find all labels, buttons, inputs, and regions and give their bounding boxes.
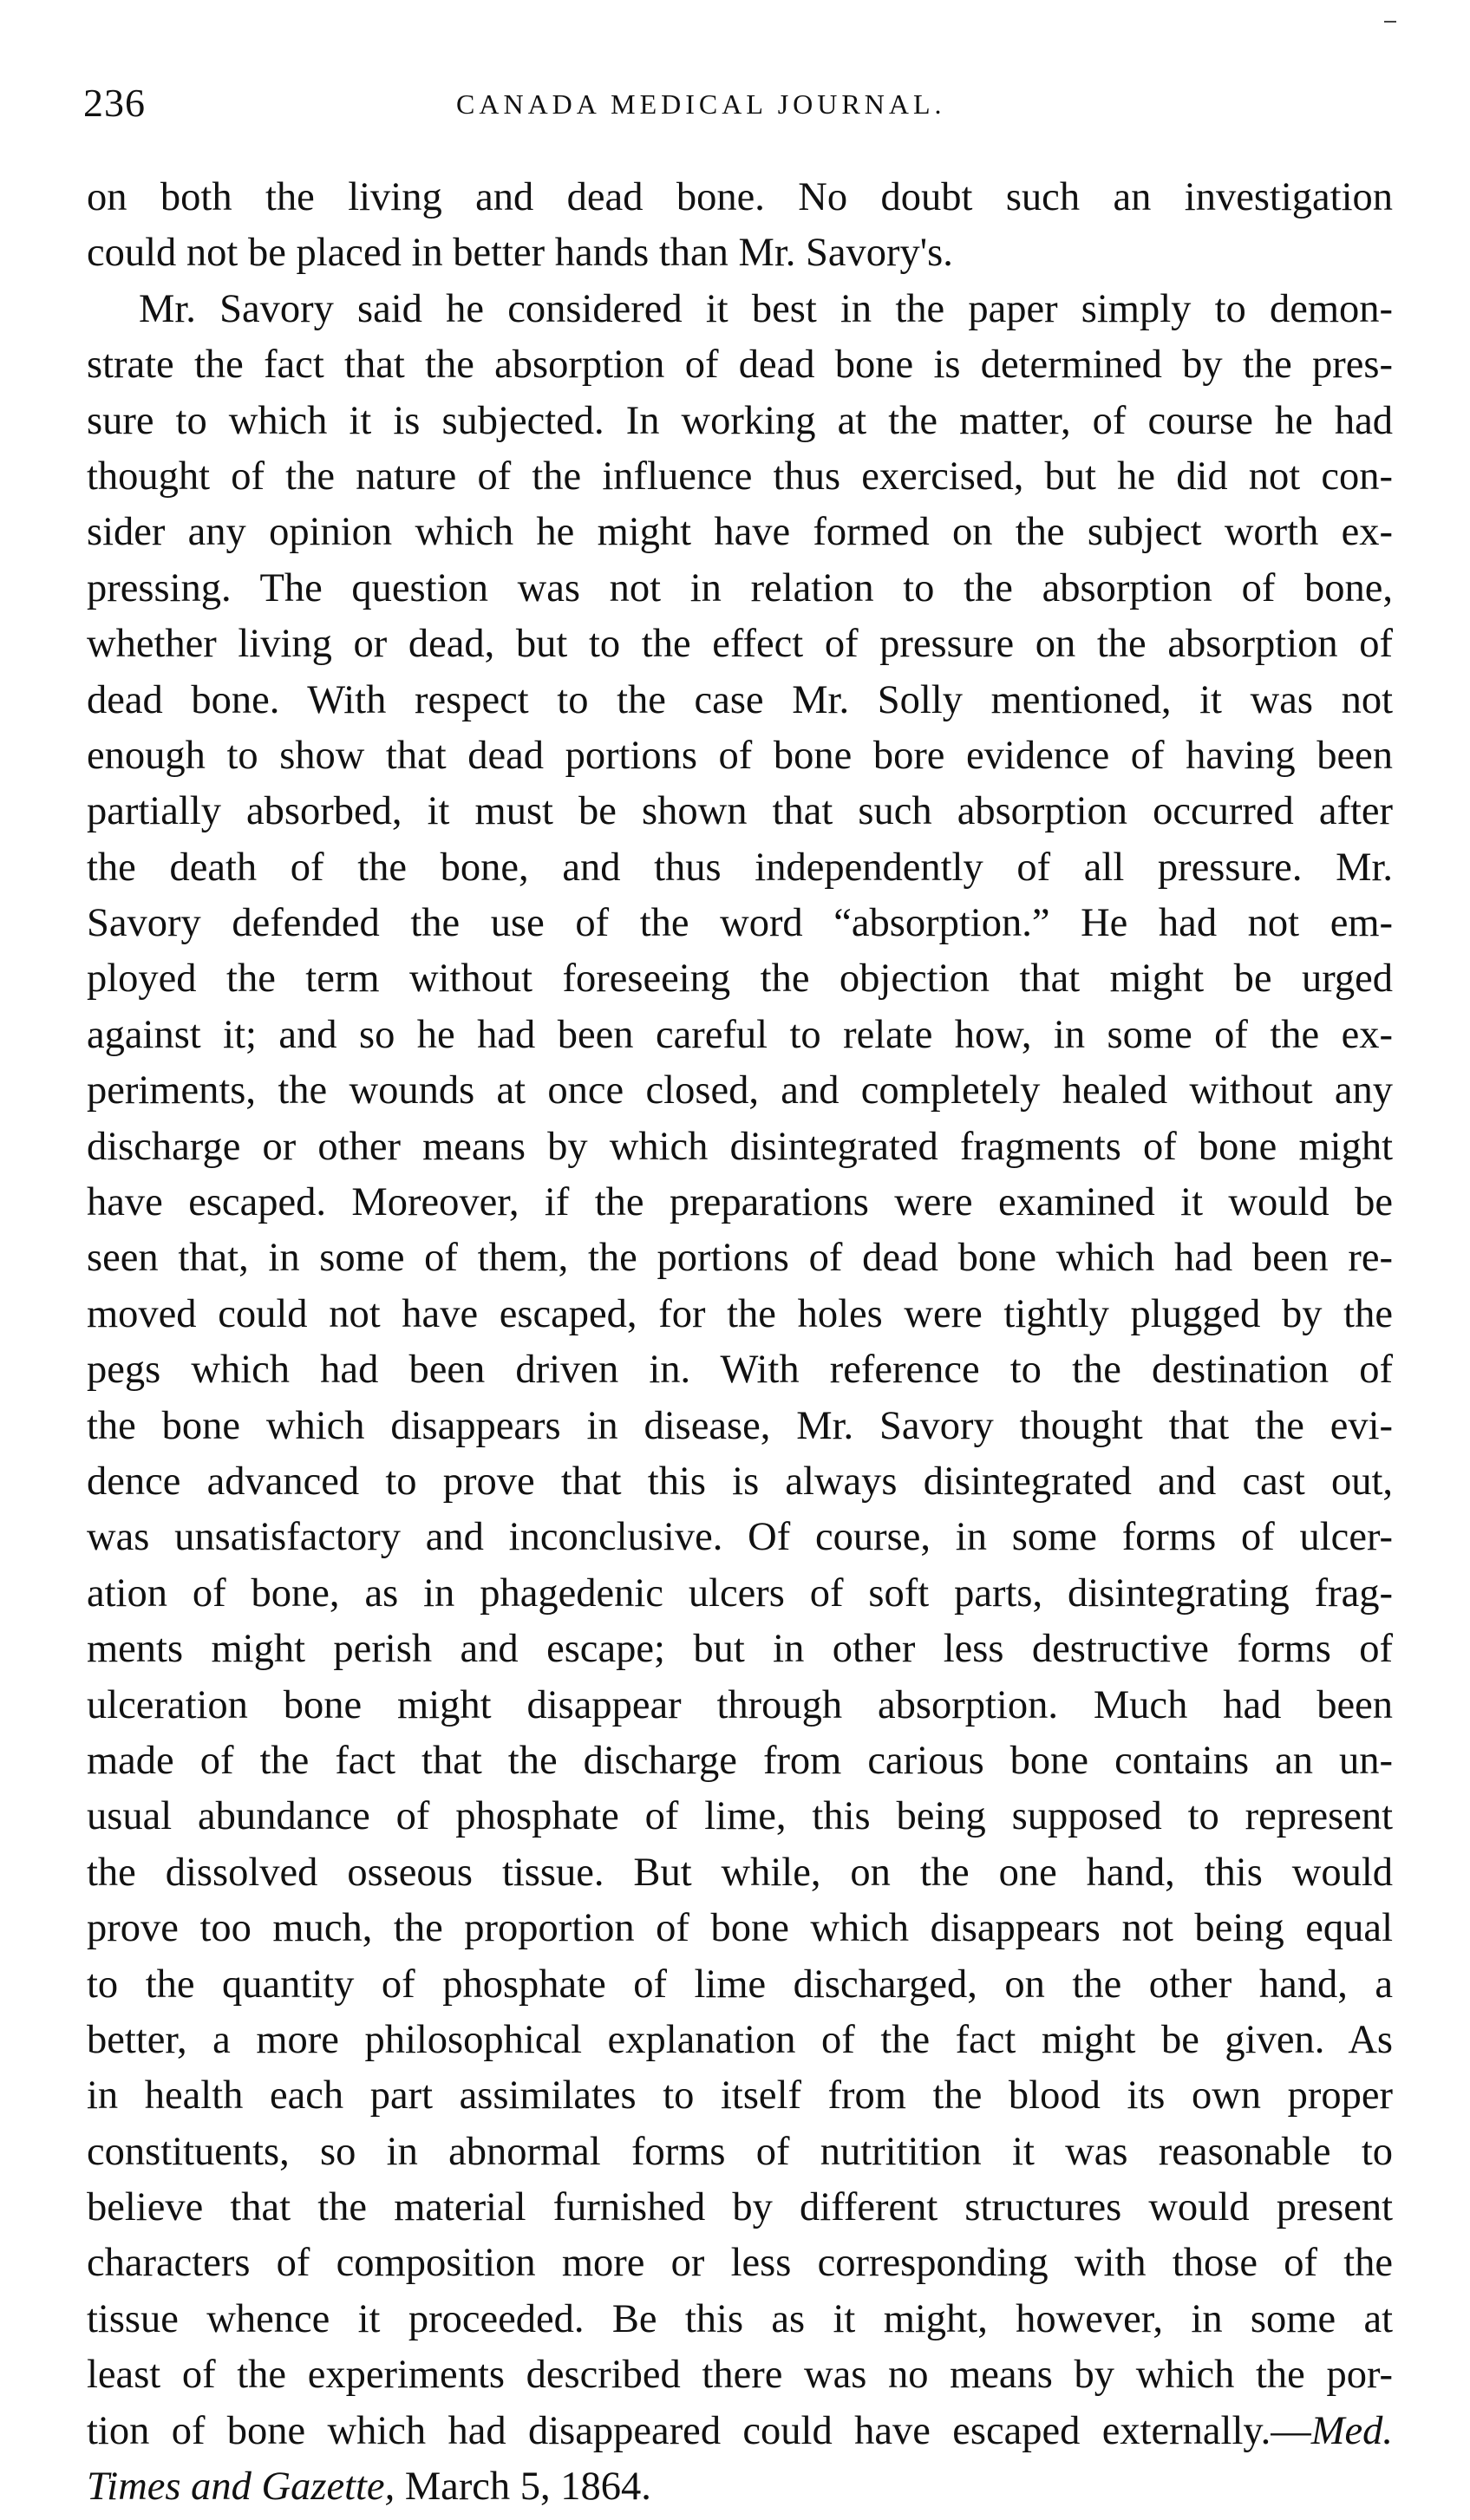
text-line: Savory defended the use of the word “absorption.” He had not em- (87, 901, 1393, 946)
text-line: Mr. Savory said he considered it best in the paper simply to demon- (139, 286, 1393, 331)
text-line: in health each part assimilates to itself from the blood its own proper (87, 2073, 1393, 2118)
scan-mark (1384, 21, 1396, 23)
text-line: the bone which disappears in disease, Mr. Savory thought that the evi- (87, 1403, 1393, 1448)
text-line: strate the fact that the absorption of dead bone is determined by the pres- (87, 343, 1393, 388)
text-line: moved could not have escaped, for the holes were tightly plugged by the (87, 1291, 1393, 1336)
text-line: constituents, so in abnormal forms of nutritition it was reasonable to (87, 2129, 1393, 2174)
text-line: whether living or dead, but to the effect of pressure on the absorption of (87, 622, 1393, 667)
text-line: ments might perish and escape; but in other less destructive forms of (87, 1627, 1393, 1672)
text-line: dence advanced to prove that this is always disintegrated and cast out, (87, 1459, 1393, 1504)
text-line: sider any opinion which he might have formed on the subject worth ex- (87, 510, 1393, 555)
text-line: sure to which it is subjected. In working at the matter, of course he had (87, 398, 1393, 443)
text-line: tissue whence it proceeded. Be this as it might, however, in some at (87, 2296, 1393, 2341)
text-line-with-citation (87, 2404, 1393, 2459)
citation-line (87, 2459, 1393, 2515)
text-line: could not be placed in better hands than Mr. Savory's. (87, 231, 953, 276)
text-line: the death of the bone, and thus independently of all pressure. Mr. (87, 845, 1393, 890)
text-line: believe that the material furnished by different structures would present (87, 2185, 1393, 2230)
citation-source: Times and Gazette, (87, 2465, 395, 2510)
text-fragment: tion of bone which had disappeared could have escaped externally.— (87, 2408, 1311, 2453)
text-line: enough to show that dead portions of bone bore evidence of having been (87, 733, 1393, 778)
text-line: ation of bone, as in phagedenic ulcers of soft parts, disintegrating frag- (87, 1570, 1393, 1616)
text-line: characters of composition more or less corresponding with those of the (87, 2241, 1393, 2286)
citation-source-abbrev: Med. (1310, 2408, 1393, 2453)
text-line: thought of the nature of the influence thus exercised, but he did not con- (87, 454, 1393, 499)
text-line: discharge or other means by which disintegrated fragments of bone might (87, 1124, 1393, 1169)
text-line: have escaped. Moreover, if the preparations were examined it would be (87, 1180, 1393, 1225)
text-line: against it; and so he had been careful to relate how, in some of the ex- (87, 1012, 1393, 1057)
text-line: seen that, in some of them, the portions of dead bone which had been re- (87, 1236, 1393, 1281)
running-head: CANADA MEDICAL JOURNAL. (456, 88, 946, 120)
text-line: prove too much, the proportion of bone which disappears not being equal (87, 1906, 1393, 1951)
text-line: ulceration bone might disappear through absorption. Much had been (87, 1682, 1393, 1727)
text-line: partially absorbed, it must be shown that such absorption occurred after (87, 789, 1393, 834)
text-line: made of the fact that the discharge from carious bone contains an un- (87, 1738, 1393, 1783)
page-number: 236 (83, 81, 146, 125)
text-line: ployed the term without foreseeing the objection that might be urged (87, 956, 1393, 1002)
text-line: periments, the wounds at once closed, and completely healed without any (87, 1068, 1393, 1113)
text-line: better, a more philosophical explanation of the fact might be given. As (87, 2017, 1393, 2062)
page-header (83, 80, 1393, 140)
text-line: pegs which had been driven in. With reference to the destination of (87, 1348, 1393, 1393)
text-line: was unsatisfactory and inconclusive. Of course, in some forms of ulcer- (87, 1515, 1393, 1560)
text-line: dead bone. With respect to the case Mr. Solly mentioned, it was not (87, 677, 1393, 722)
text-line: on both the living and dead bone. No doubt such an investigation (87, 175, 1393, 219)
article-body (87, 170, 1393, 2515)
text-line: usual abundance of phosphate of lime, this being supposed to represent (87, 1794, 1393, 1839)
text-line: to the quantity of phosphate of lime discharged, on the other hand, a (87, 1962, 1393, 2007)
text-line: pressing. The question was not in relation to the absorption of bone, (87, 565, 1393, 610)
text-line: the dissolved osseous tissue. But while, on the one hand, this would (87, 1850, 1393, 1895)
text-line: least of the experiments described there was no means by which the por- (87, 2353, 1393, 2398)
citation-date: March 5, 1864. (395, 2465, 651, 2510)
